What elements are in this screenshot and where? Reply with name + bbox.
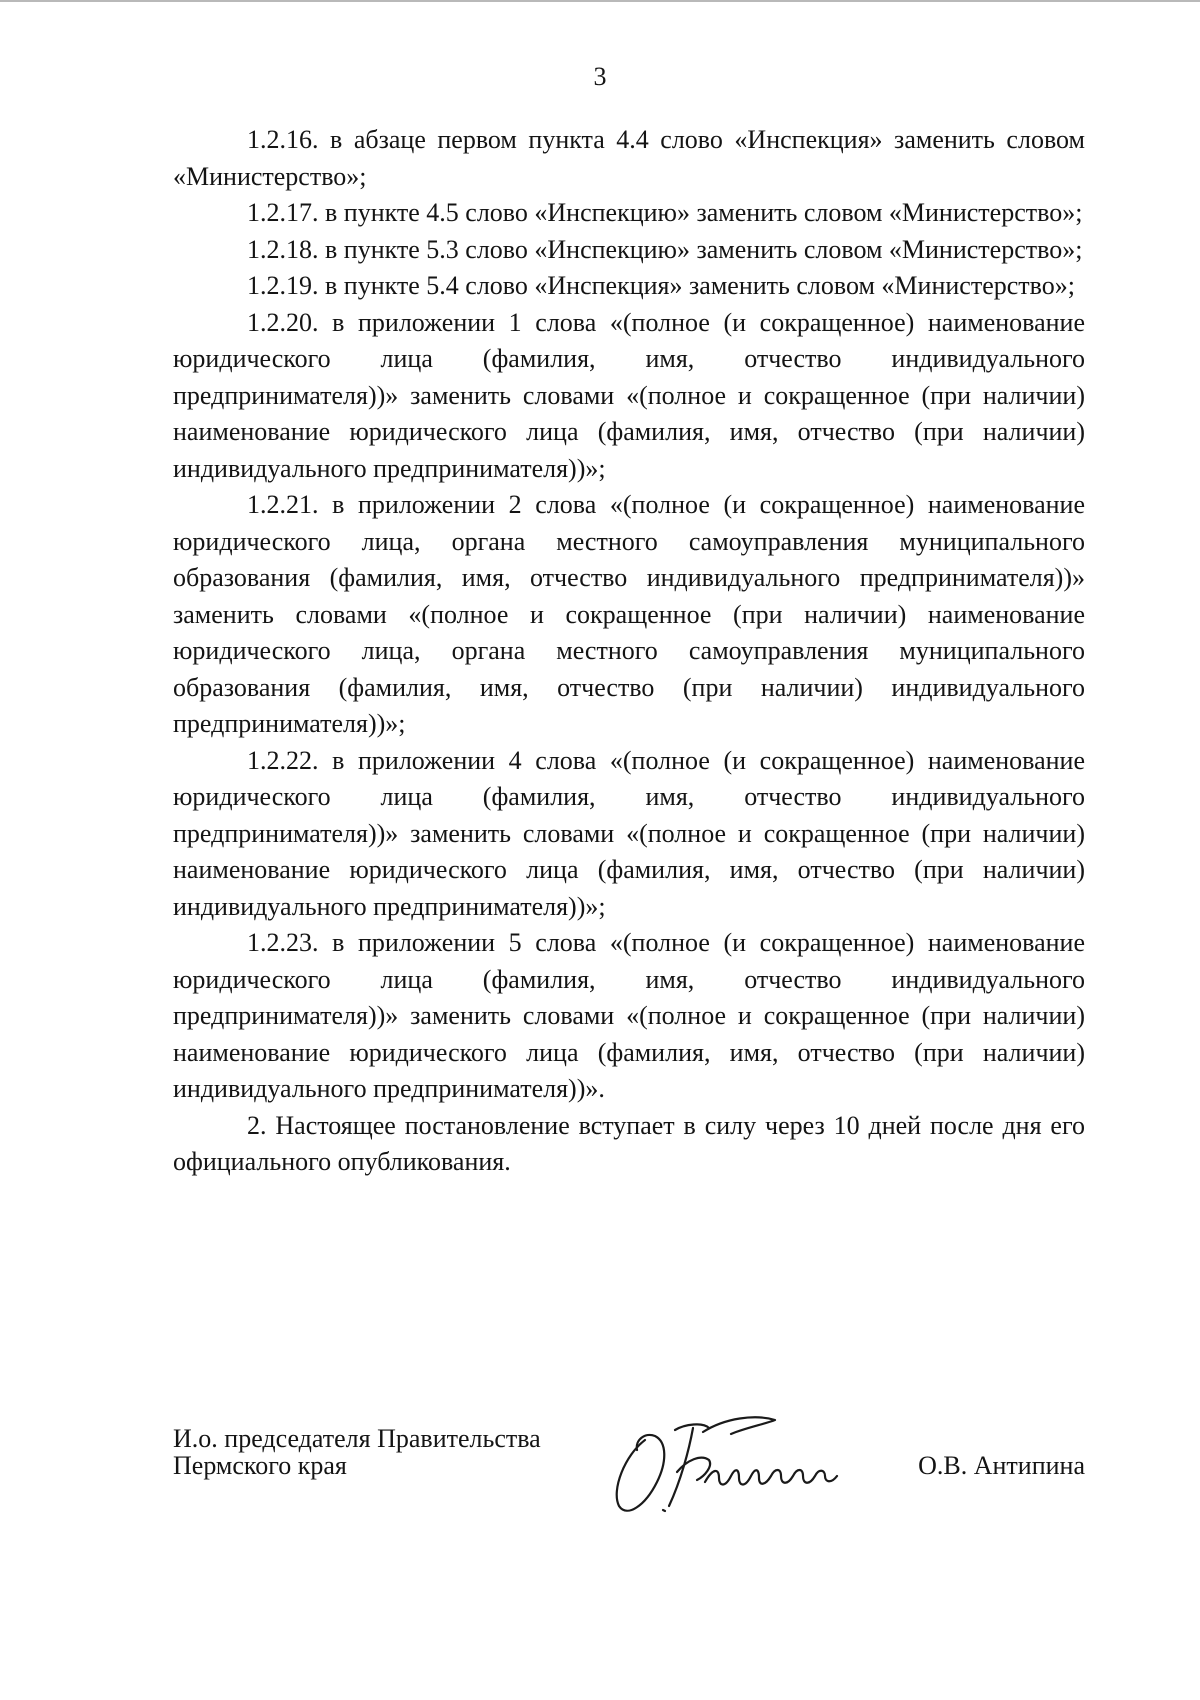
paragraph-1-2-22: 1.2.22. в приложении 4 слова «(полное (и сокращенное) наименование юридического лица (фамилия, имя, отчество индивидуального предпринимателя))» заменить словами «(полное и сокращенное (при наличии) наименование юридического лица (фамилия, имя, отчество (при наличии) индивидуального предпринимателя))»; [173,745,1085,921]
paragraph-1-2-23: 1.2.23. в приложении 5 слова «(полное (и сокращенное) наименование юридического лица (фамилия, имя, отчество индивидуального предпринимателя))» заменить словами «(полное и сокращенное (при наличии) наименование юридического лица (фамилия, имя, отчество (при наличии) индивидуального предпринимателя))». [173,928,1085,1103]
page-number: 3 [593,62,607,91]
signatory-position-line-1: И.о. председателя Правительства [173,1424,541,1453]
paragraph-1-2-17: 1.2.17. в пункте 4.5 слово «Инспекцию» заменить словом «Министерство»; [247,198,1083,227]
document-body [173,122,1085,1181]
signer-name: О.В. Антипина [918,1451,1085,1480]
handwritten-signature [605,1410,915,1520]
paragraph-1-2-21: 1.2.21. в приложении 2 слова «(полное (и сокращенное) наименование юридического лица, органа местного самоуправления муниципального образования (фамилия, имя, отчество индивидуального предпринимателя))» заменить словами «(полное и сокращенное (при наличии) наименование юридического лица, органа местного самоуправления муниципального образования (фамилия, имя, отчество (при наличии) индивидуального предпринимателя))»; [173,490,1085,738]
signatory-position-line-2: Пермского края [173,1451,347,1480]
scan-edge-line [0,0,1200,2]
paragraph-2-effective-date: 2. Настоящее постановление вступает в силу через 10 дней после дня его официального опубликования. [173,1110,1085,1176]
paragraph-1-2-20: 1.2.20. в приложении 1 слова «(полное (и сокращенное) наименование юридического лица (фамилия, имя, отчество индивидуального предпринимателя))» заменить словами «(полное и сокращенное (при наличии) наименование юридического лица (фамилия, имя, отчество (при наличии) индивидуального предпринимателя))»; [173,307,1085,483]
paragraph-1-2-19: 1.2.19. в пункте 5.4 слово «Инспекция» заменить словом «Министерство»; [247,271,1075,300]
paragraph-1-2-16: 1.2.16. в абзаце первом пункта 4.4 слово «Инспекция» заменить словом «Министерство»; [173,125,1085,191]
signatory-position [173,1425,541,1479]
paragraph-1-2-18: 1.2.18. в пункте 5.3 слово «Инспекцию» заменить словом «Министерство»; [247,234,1083,264]
